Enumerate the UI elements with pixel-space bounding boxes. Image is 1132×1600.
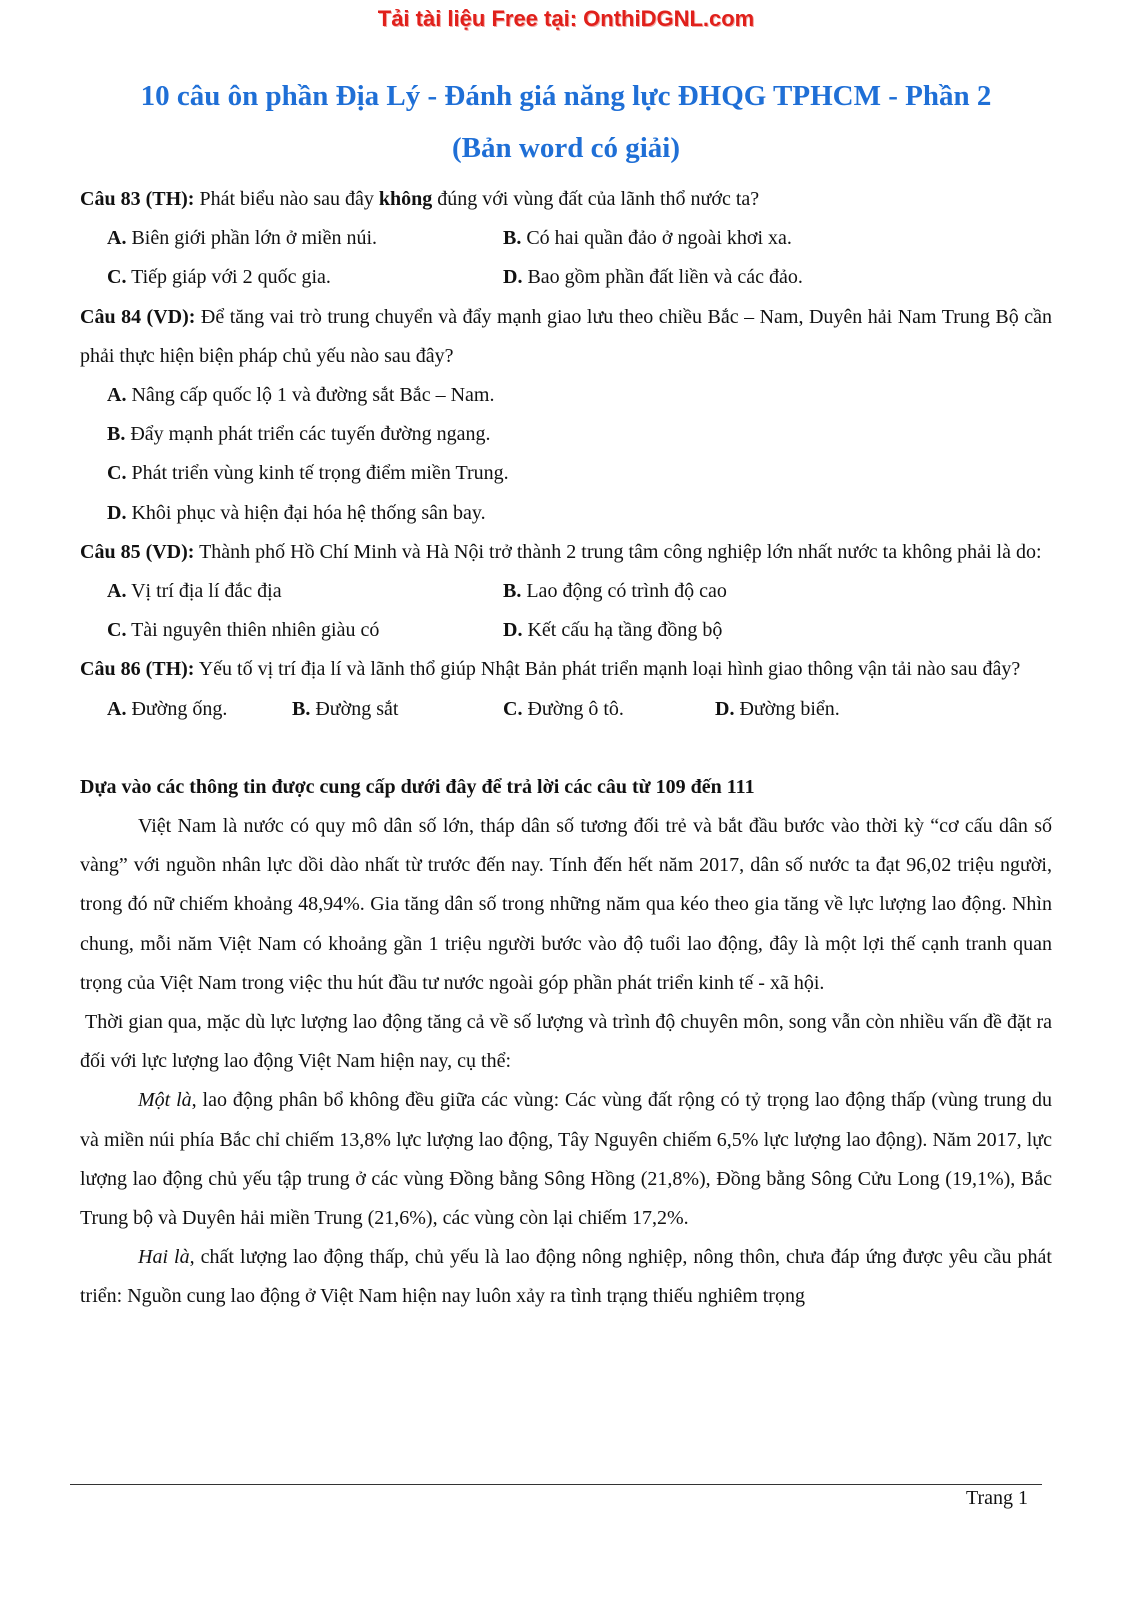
option-text: Có hai quần đảo ở ngoài khơi xa. <box>521 227 792 250</box>
option-84-d <box>80 494 1052 533</box>
question-86-text: Yếu tố vị trí địa lí và lãnh thổ giúp Nhật Bản phát triển mạnh loại hình giao thông vận tải nào sau đây? <box>194 658 1021 681</box>
page-number: Trang 1 <box>965 1487 1028 1509</box>
option-letter: C. <box>107 266 127 289</box>
option-84-b <box>80 415 1052 454</box>
option-text: Bao gồm phần đất liền và các đảo. <box>522 266 803 289</box>
passage-paragraph-2: Thời gian qua, mặc dù lực lượng lao động tăng cả về số lượng và trình độ chuyên môn, song vẫn còn nhiều vấn đề đặt ra đối với lực lượng lao động Việt Nam hiện nay, cụ thể: <box>80 1011 1052 1073</box>
passage-paragraph-4 <box>80 1238 1052 1316</box>
question-83-emphasis: không <box>378 188 433 210</box>
option-text: Đường ô tô. <box>522 697 624 720</box>
download-banner: Tải tài liệu Free tại: OnthiDGNL.com <box>377 6 755 31</box>
option-text: Tài nguyên thiên nhiên giàu có <box>126 619 380 642</box>
question-83-label: Câu 83 (TH): <box>80 188 195 210</box>
question-86-label: Câu 86 (TH): <box>80 658 195 681</box>
option-letter: B. <box>107 423 126 446</box>
option-text: Lao động có trình độ cao <box>521 580 727 603</box>
option-letter: C. <box>107 619 127 642</box>
passage-heading: Dựa vào các thông tin được cung cấp dưới đây để trả lời các câu từ 109 đến 111 <box>80 775 755 798</box>
question-85-label: Câu 85 (VD): <box>80 540 195 563</box>
question-83-options-row-2 <box>80 258 1052 297</box>
option-text: Biên giới phần lớn ở miền núi. <box>126 227 378 250</box>
option-85-a <box>80 572 503 611</box>
option-text: Tiếp giáp với 2 quốc gia. <box>126 266 331 289</box>
question-84 <box>80 298 1052 376</box>
footer-divider <box>70 1484 1042 1485</box>
option-text: Nâng cấp quốc lộ 1 và đường sắt Bắc – Nam. <box>126 384 495 407</box>
option-85-b <box>503 572 727 611</box>
question-85-options-row-1 <box>80 572 1052 611</box>
option-letter: A. <box>107 227 127 250</box>
option-letter: A. <box>107 384 127 407</box>
passage-paragraph-3 <box>80 1081 1052 1238</box>
option-text: Phát triển vùng kinh tế trọng điểm miền Trung. <box>126 462 509 485</box>
option-text: Kết cấu hạ tầng đồng bộ <box>522 619 723 642</box>
document-body <box>80 180 1052 1317</box>
paragraph-3-lead: Một là <box>138 1089 192 1112</box>
option-83-b <box>503 219 792 258</box>
option-text: Đẩy mạnh phát triển các tuyến đường ngang. <box>125 423 491 446</box>
option-letter: C. <box>107 462 127 485</box>
option-85-c <box>80 611 503 650</box>
question-85 <box>80 533 1052 572</box>
option-text: Đường biển. <box>734 697 840 720</box>
question-86-options-row <box>80 690 1052 729</box>
passage-paragraph-1: Việt Nam là nước có quy mô dân số lớn, tháp dân số tương đối trẻ và bắt đầu bước vào thời kỳ “cơ cấu dân số vàng” với nguồn nhân lực dồi dào nhất từ trước đến nay. Tính đến hết năm 2017, dân số nước ta đạt 96,02 triệu người, trong đó nữ chiếm khoảng 48,94%. Gia tăng dân số trong những năm qua kéo theo gia tăng về lực lượng lao động. Nhìn chung, mỗi năm Việt Nam có khoảng gần 1 triệu người bước vào độ tuổi lao động, đây là một lợi thế cạnh tranh quan trọng của Việt Nam trong việc thu hút đầu tư nước ngoài góp phần phát triển kinh tế - xã hội. <box>80 815 1052 994</box>
option-letter: A. <box>107 580 127 603</box>
paragraph-4-lead: Hai là <box>138 1246 190 1269</box>
option-letter: B. <box>503 580 522 603</box>
option-letter: D. <box>503 619 523 642</box>
question-83 <box>80 180 1052 219</box>
option-83-a <box>80 219 503 258</box>
option-text: Đường ống. <box>126 697 228 720</box>
option-85-d <box>503 611 722 650</box>
question-84-text: Để tăng vai trò trung chuyển và đẩy mạnh giao lưu theo chiều Bắc – Nam, Duyên hải Nam Trung Bộ cần phải thực hiện biện pháp chủ yếu nào sau đây? <box>80 305 1052 367</box>
paragraph-3-text: , lao động phân bổ không đều giữa các vùng: Các vùng đất rộng có tỷ trọng lao động thấp (vùng trung du và miền núi phía Bắc chỉ chiếm 13,8% lực lượng lao động, Tây Nguyên chiếm 6,5% lực lượng lao động). Năm 2017, lực lượng lao động chủ yếu tập trung ở các vùng Đồng bằng Sông Hồng (21,8%), Đồng bằng Sông Cửu Long (19,1%), Bắc Trung bộ và Duyên hải miền Trung (21,6%), các vùng còn lại chiếm 17,2%. <box>80 1089 1053 1230</box>
option-text: Vị trí địa lí đắc địa <box>126 580 282 603</box>
option-84-a <box>80 376 1052 415</box>
question-84-label: Câu 84 (VD): <box>80 305 196 328</box>
option-letter: D. <box>715 697 735 720</box>
question-86 <box>80 650 1052 689</box>
question-83-options-row-1 <box>80 219 1052 258</box>
question-83-text-start: Phát biểu nào sau đây <box>194 188 379 210</box>
option-letter: A. <box>107 697 127 720</box>
option-text: Đường sắt <box>310 697 399 720</box>
question-85-text: Thành phố Hồ Chí Minh và Hà Nội trở thành 2 trung tâm công nghiệp lớn nhất nước ta không phải là do: <box>194 540 1042 563</box>
option-letter: B. <box>292 697 311 720</box>
option-text: Khôi phục và hiện đại hóa hệ thống sân bay. <box>126 501 486 524</box>
spacer <box>80 729 1052 768</box>
option-83-d <box>503 258 803 297</box>
option-letter: B. <box>503 227 522 250</box>
document-subtitle: (Bản word có giải) <box>452 132 680 164</box>
option-letter: D. <box>107 501 127 524</box>
option-86-a <box>80 690 292 729</box>
option-86-b <box>292 690 503 729</box>
option-83-c <box>80 258 503 297</box>
option-86-c <box>503 690 715 729</box>
paragraph-4-text: , chất lượng lao động thấp, chủ yếu là lao động nông nghiệp, nông thôn, chưa đáp ứng được yêu cầu phát triển: Nguồn cung lao động ở Việt Nam hiện nay luôn xảy ra tình trạng thiếu nghiêm trọng <box>80 1246 1052 1308</box>
option-letter: D. <box>503 266 523 289</box>
question-83-text-end: đúng với vùng đất của lãnh thổ nước ta? <box>432 188 760 210</box>
option-letter: C. <box>503 697 523 720</box>
question-85-options-row-2 <box>80 611 1052 650</box>
option-86-d <box>715 690 840 729</box>
option-84-c <box>80 454 1052 493</box>
document-title: 10 câu ôn phần Địa Lý - Đánh giá năng lực ĐHQG TPHCM - Phần 2 <box>140 80 992 112</box>
